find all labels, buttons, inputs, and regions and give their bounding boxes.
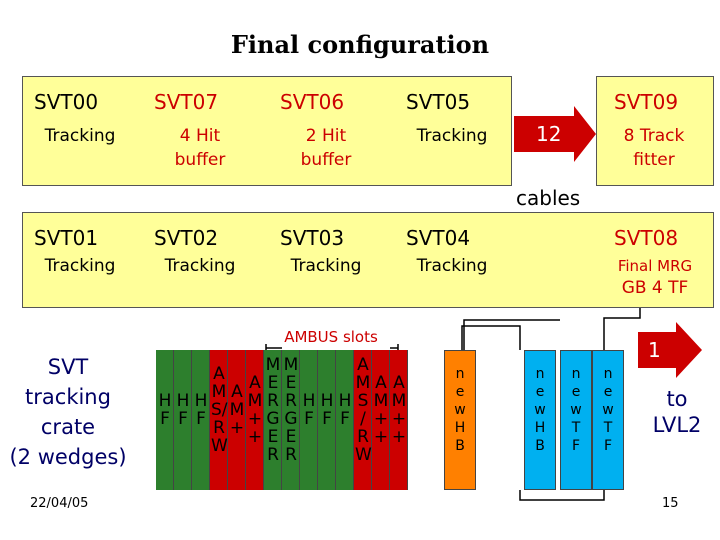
crate-slot-letter: M: [229, 400, 245, 420]
crate-slot-letter: H: [176, 391, 190, 411]
new-board-letter: w: [454, 402, 466, 418]
new-board-letter: w: [570, 402, 582, 418]
ambus-label: AMBUS slots: [284, 328, 378, 346]
crate-slot-letter: E: [267, 427, 279, 447]
page-number: 15: [662, 496, 679, 511]
crate-slot-letter: E: [285, 427, 297, 447]
crate-slot-label: [319, 392, 335, 428]
crate-slot-label: [211, 365, 227, 455]
crate-slot-letter: F: [160, 409, 170, 429]
crate-slot-letter: W: [355, 445, 372, 465]
bottom-module-sub: Tracking: [164, 256, 236, 276]
cables-label: cables: [516, 186, 581, 210]
crate-label-line: tracking: [25, 385, 111, 409]
new-board-letter: F: [571, 438, 581, 454]
crate-slot-letter: G: [266, 409, 280, 429]
crate-slot-letter: M: [247, 391, 263, 411]
crate-slot-letter: H: [338, 391, 352, 411]
crate-slot-letter: M: [211, 382, 227, 402]
crate-slot-letter: +: [247, 409, 263, 429]
top-module-sub: Tracking: [44, 126, 116, 146]
new-board-letter: w: [602, 402, 614, 418]
crate-slot-label: [391, 374, 407, 446]
top-module-name: SVT07: [154, 90, 219, 114]
bottom-module-sub: Tracking: [416, 256, 488, 276]
new-board-letter: B: [455, 438, 465, 454]
crate-slot-letter: A: [357, 355, 369, 375]
crate-slot-letter: +: [229, 418, 245, 438]
crate-slot-letter: H: [320, 391, 334, 411]
svt08-name: SVT08: [614, 226, 679, 250]
new-board-letter: n: [535, 366, 545, 382]
new-board-letter: e: [535, 384, 545, 400]
crate-slot-label: [175, 392, 191, 428]
new-board-letter: n: [455, 366, 465, 382]
crate-slot-letter: M: [283, 355, 299, 375]
cables-count: 12: [536, 122, 562, 146]
crate-slot-letter: +: [373, 409, 389, 429]
new-board-slot: [560, 350, 592, 490]
crate-slot-letter: H: [158, 391, 172, 411]
new-board-slot: [592, 350, 624, 490]
crate-slot-letter: H: [302, 391, 316, 411]
crate-slot-letter: R: [267, 391, 279, 411]
top-module-name: SVT00: [34, 90, 99, 114]
crate-slot-letter: +: [391, 409, 407, 429]
crate-slot-letter: R: [267, 445, 279, 465]
crate-label: [0, 352, 136, 472]
crate-slot-letter: R: [285, 391, 297, 411]
crate-slot-letter: G: [284, 409, 298, 429]
crate-slot-label: [247, 374, 263, 446]
new-board-letter: F: [603, 438, 613, 454]
crate-slot-letter: /: [360, 409, 366, 429]
crate-slot-letter: A: [213, 364, 225, 384]
output-count: 1: [648, 338, 661, 362]
new-board-letter: H: [454, 420, 466, 436]
crate-slot-letter: M: [265, 355, 281, 375]
bottom-module-sub: Tracking: [290, 256, 362, 276]
crate-slot-label: [193, 392, 209, 428]
crate-slot-letter: H: [194, 391, 208, 411]
new-board-letter: e: [455, 384, 465, 400]
bottom-module-name: SVT03: [280, 226, 345, 250]
output-label-line: LVL2: [652, 413, 702, 437]
new-board-letter: T: [603, 420, 613, 436]
crate-slot-letter: R: [285, 445, 297, 465]
crate-slot-letter: A: [249, 373, 261, 393]
crate-slot-letter: +: [373, 427, 389, 447]
crate-slot-letter: +: [247, 427, 263, 447]
new-board-letter: n: [571, 366, 581, 382]
top-module-name: SVT05: [406, 90, 471, 114]
crate-slot-letter: +: [391, 427, 407, 447]
svt09-sub-1: 8 Track: [623, 126, 685, 146]
crate-slot-label: [265, 356, 281, 464]
bottom-module-name: SVT01: [34, 226, 99, 250]
crate-slot-letter: W: [211, 436, 228, 456]
svt09-sub-2: fitter: [633, 150, 675, 170]
crate-slot-letter: R: [357, 427, 369, 447]
new-board-letter: w: [534, 402, 546, 418]
top-module-name: SVT06: [280, 90, 345, 114]
top-module-sub: buffer: [300, 150, 352, 170]
crate-slot-letter: A: [231, 382, 243, 402]
date: 22/04/05: [30, 496, 89, 511]
bottom-module-sub: Tracking: [44, 256, 116, 276]
top-module-sub: buffer: [174, 150, 226, 170]
crate-slot-letter: M: [355, 373, 371, 393]
crate-slot-letter: M: [391, 391, 407, 411]
crate-slot-letter: E: [267, 373, 279, 393]
crate-slot-letter: E: [285, 373, 297, 393]
output-label-line: to: [666, 387, 688, 411]
crate-slot-label: [373, 374, 389, 446]
crate-slot-letter: A: [393, 373, 405, 393]
new-board-slot: [444, 350, 476, 490]
crate-slot-letter: F: [304, 409, 314, 429]
bottom-module-name: SVT04: [406, 226, 471, 250]
crate-slot-letter: R: [213, 418, 225, 438]
new-board-slot: [524, 350, 556, 490]
bottom-module-name: SVT02: [154, 226, 219, 250]
crate-slot-label: [229, 383, 245, 437]
crate-slot-label: [283, 356, 299, 464]
crate-label-line: SVT: [47, 355, 89, 379]
top-module-sub: Tracking: [416, 126, 488, 146]
crate-slot-letter: F: [196, 409, 206, 429]
top-module-sub: 4 Hit: [179, 126, 221, 146]
top-module-sub: 2 Hit: [305, 126, 347, 146]
new-board-letter: e: [603, 384, 613, 400]
new-board-letter: H: [534, 420, 546, 436]
crate-slot-label: [337, 392, 353, 428]
crate-slot-letter: S/: [211, 400, 228, 420]
crate-slot-letter: F: [178, 409, 188, 429]
svt08-sub-1: Final MRG: [617, 257, 693, 275]
page-title: Final configuration: [230, 30, 490, 59]
crate-label-line: (2 wedges): [9, 445, 127, 469]
crate-slot-letter: M: [373, 391, 389, 411]
svt09-name: SVT09: [614, 90, 679, 114]
crate-slot-letter: S: [357, 391, 369, 411]
new-board-letter: T: [571, 420, 581, 436]
new-board-letter: B: [535, 438, 545, 454]
output-arrow-icon: [636, 320, 706, 380]
crate-slot-letter: F: [340, 409, 350, 429]
new-board-letter: e: [571, 384, 581, 400]
crate-slot-label: [355, 356, 371, 464]
output-label: [632, 386, 720, 438]
crate-slot-letter: F: [322, 409, 332, 429]
crate-label-line: crate: [40, 415, 96, 439]
crate-slot-label: [301, 392, 317, 428]
svt08-sub-2: GB 4 TF: [621, 278, 689, 298]
crate-slot-label: [157, 392, 173, 428]
new-board-letter: n: [603, 366, 613, 382]
crate-slot-letter: A: [375, 373, 387, 393]
